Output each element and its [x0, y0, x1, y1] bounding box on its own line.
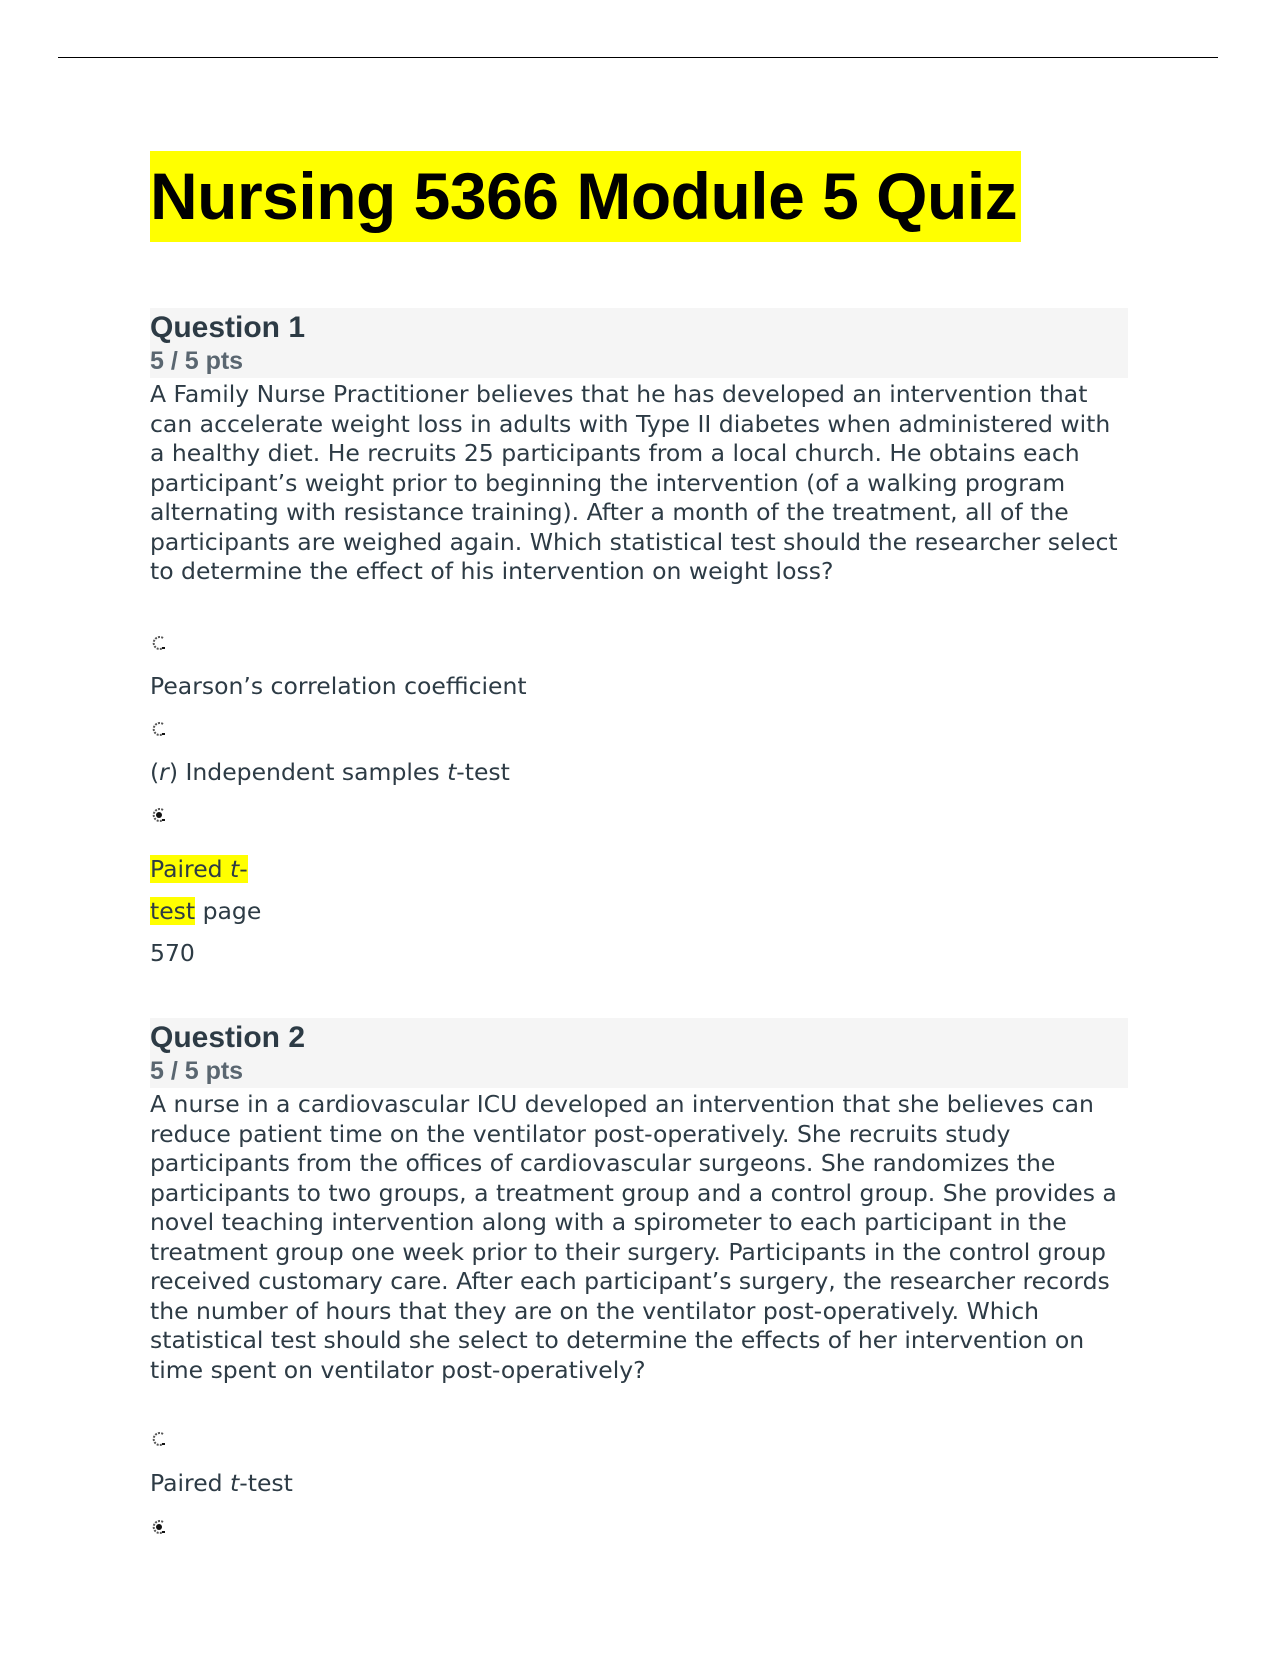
radio-option-2-selected[interactable]	[150, 1518, 168, 1540]
top-rule	[58, 57, 1218, 58]
question-2	[150, 1018, 1128, 1497]
radio-option-2[interactable]	[150, 720, 168, 742]
radio-option-1[interactable]	[150, 634, 168, 656]
radio-unselected-icon	[150, 720, 168, 738]
answer-text-3-line2: test page	[150, 897, 262, 925]
answer-text-1: Paired t-test	[150, 1469, 293, 1497]
question-1	[150, 308, 1128, 967]
question-header	[150, 308, 1128, 378]
radio-selected-icon	[150, 1518, 168, 1536]
radio-selected-icon	[150, 806, 168, 824]
answer-text-3-line1: Paired t-	[150, 855, 248, 883]
question-points: 5 / 5 pts	[150, 1057, 244, 1085]
answer-text-1: Pearson’s correlation coefficient	[150, 672, 527, 700]
question-header	[150, 1018, 1128, 1088]
answer-text-2: (r) Independent samples t-test	[150, 758, 510, 786]
radio-unselected-icon	[150, 634, 168, 652]
question-text: A Family Nurse Practitioner believes that he has developed an intervention that can accelerate weight loss in adults with Type II diabetes when administered with a healthy diet. He recruits 25 participants from a local church. He obtains each participant’s weight prior to beginning the intervention (of a walking program alternating with resistance training). After a month of the treatment, all of the participants are weighed again. Which statistical test should the researcher select to determine the effect of his intervention on weight loss?	[150, 380, 1118, 585]
radio-option-3-selected[interactable]	[150, 806, 168, 828]
radio-option-1[interactable]	[150, 1430, 168, 1452]
radio-unselected-icon	[150, 1430, 168, 1448]
answer-text-3-line3: 570	[150, 939, 195, 967]
title-highlight	[150, 151, 1021, 242]
question-title: Question 2	[150, 1021, 306, 1054]
question-title: Question 1	[150, 311, 306, 344]
document-title: Nursing 5366 Module 5 Quiz	[150, 159, 1018, 233]
question-text: A nurse in a cardiovascular ICU developed an intervention that she believes can reduce patient time on the ventilator post-operatively. She recruits study participants from the offices of cardiovascular surgeons. She randomizes the participants to two groups, a treatment group and a control group. She provides a novel teaching intervention along with a spirometer to each participant in the treatment group one week prior to their surgery. Participants in the control group received customary care. After each participant’s surgery, the researcher records the number of hours that they are on the ventilator post-operatively. Which statistical test should she select to determine the effects of her intervention on time spent on ventilator post-operatively?	[150, 1090, 1117, 1384]
question-points: 5 / 5 pts	[150, 347, 244, 375]
